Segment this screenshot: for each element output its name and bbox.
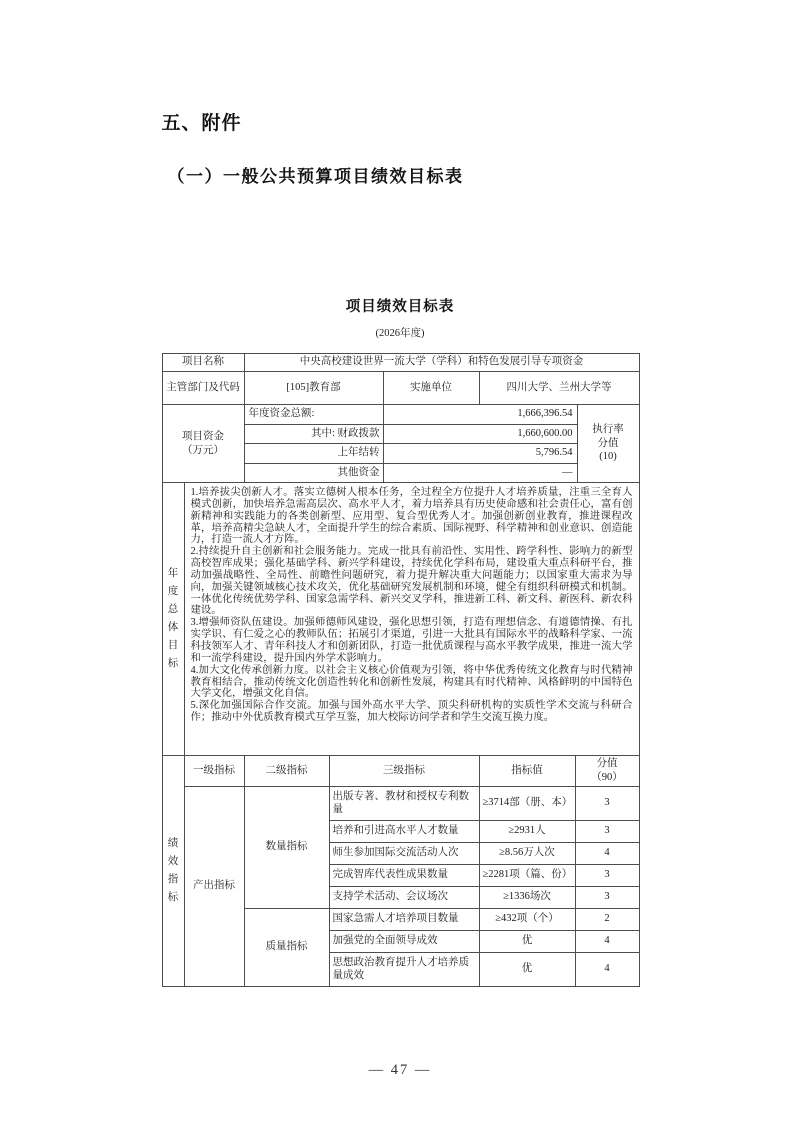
indicator-value: ≥432项（个）	[479, 909, 575, 931]
dept-value: [105]教育部	[244, 372, 383, 405]
table-title-block	[162, 295, 639, 340]
indicator-score: 4	[575, 931, 639, 953]
project-name-label: 项目名称	[162, 354, 244, 372]
level2-quantity-indicator: 数量指标	[244, 787, 329, 909]
funding-label-line1: 项目资金	[182, 430, 224, 442]
project-name-value: 中央高校建设世界一流大学（学科）和特色发展引导专项资金	[244, 354, 639, 372]
basic-info-table	[162, 353, 640, 405]
header-score-line2: （90）	[591, 772, 623, 783]
indicator-name: 加强党的全面领导成效	[329, 931, 479, 953]
goal-paragraph-1: 1.培养拔尖创新人才。落实立德树人根本任务，全过程全方位提升人才培养质量，注重三全育人模式创新，加快培养急需高层次、高水平人才，着力培养具有历史使命感和社会责任心，富有创新精神和实践能力的各类创新型、应用型、复合型优秀人才。加强创新创业教育，推进课程改革，培养高精尖急缺人才，全面提升学生的综合素质、国际视野、科学精神和创业意识、创造能力，打造一流人才方阵。	[190, 487, 633, 546]
section-heading: 五、附件	[161, 113, 242, 134]
indicator-score: 3	[575, 821, 639, 843]
annual-goal-label-text: 年度总体目标	[167, 568, 179, 669]
indicator-name: 出版专著、教材和授权专利数量	[329, 787, 479, 821]
indicator-name: 思想政治教育提升人才培养质量成效	[329, 953, 479, 987]
goal-paragraph-3: 3.增强师资队伍建设。加强师德师风建设，强化思想引领，打造有理想信念、有道德情操、有扎实学识、有仁爱之心的教师队伍；拓展引才渠道，引进一大批具有国际水平的战略科学家、一流科技领军人才、青年科技人才和创新团队，打造一批优质课程与高水平教学成果，推进一流大学和一流学科建设，提升国内外学术影响力。	[190, 617, 633, 664]
indicator-value: ≥1336场次	[479, 887, 575, 909]
indicator-value: ≥2281项（篇、份）	[479, 865, 575, 887]
indicator-value: 优	[479, 953, 575, 987]
table-year: (2026年度)	[375, 328, 425, 339]
funding-row-value: 1,666,396.54	[383, 405, 577, 425]
indicator-name: 完成智库代表性成果数量	[329, 865, 479, 887]
indicator-score: 3	[575, 887, 639, 909]
execution-rate-line1: 执行率	[592, 424, 624, 436]
funding-row-label: 其他资金	[244, 464, 383, 483]
header-value: 指标值	[479, 756, 575, 787]
indicator-score: 4	[575, 843, 639, 865]
funding-label	[162, 405, 244, 483]
impl-unit-value: 四川大学、兰州大学等	[479, 372, 639, 405]
indicator-score: 2	[575, 909, 639, 931]
indicator-name: 支持学术活动、会议场次	[329, 887, 479, 909]
dept-label: 主管部门及代码	[162, 372, 244, 405]
annual-goal-text	[184, 483, 639, 756]
funding-label-line2: （万元）	[182, 444, 224, 456]
header-level2: 二级指标	[244, 756, 329, 787]
annual-goal-table	[162, 482, 640, 756]
funding-row-label: 上年结转	[244, 444, 383, 464]
execution-rate-line2: 分值	[597, 437, 619, 449]
indicators-label-text: 绩效指标	[167, 838, 179, 903]
funding-row-value: 1,660,600.00	[383, 425, 577, 444]
performance-table	[162, 353, 639, 987]
subsection-heading: （一）一般公共预算项目绩效目标表	[167, 167, 464, 186]
funding-table	[162, 404, 640, 483]
execution-rate-score-label	[577, 405, 639, 483]
page-number: — 47 —	[368, 1062, 432, 1078]
indicators-table	[162, 755, 640, 987]
indicator-value: ≥3714部（册、本）	[479, 787, 575, 821]
goal-paragraph-2: 2.持续提升自主创新和社会服务能力。完成一批具有前沿性、实用性、跨学科性、影响力的新型高校智库成果；强化基础学科、新兴学科建设，持续优化学科布局，建设重大重点科研平台，推动加强战略性、全局性、前瞻性问题研究，着力提升解决重大问题能力；以国家重大需求为导向，加强关键领域核心技术攻关，优化基础研究发展机制和环境，健全有组织科研模式和机制。一体优化传统优势学科、国家急需学科、新兴交叉学科，推进新工科、新文科、新医科、新农科建设。	[190, 546, 633, 617]
indicator-value: 优	[479, 931, 575, 953]
indicator-value: ≥2931人	[479, 821, 575, 843]
impl-unit-label: 实施单位	[383, 372, 479, 405]
indicator-value: ≥8.56万人次	[479, 843, 575, 865]
funding-row-value: —	[383, 464, 577, 483]
funding-row-label: 其中: 财政拨款	[244, 425, 383, 444]
funding-row-label: 年度资金总额:	[244, 405, 383, 425]
indicator-score: 4	[575, 953, 639, 987]
header-level3: 三级指标	[329, 756, 479, 787]
level1-output-indicator: 产出指标	[184, 787, 244, 987]
goal-paragraph-4: 4.加大文化传承创新力度。以社会主义核心价值观为引领，将中华优秀传统文化教育与时代精神教育相结合，推动传统文化创造性转化和创新性发展，构建具有时代精神、风格鲜明的中国特色大学文化，增强文化自信。	[190, 664, 633, 700]
funding-row-value: 5,796.54	[383, 444, 577, 464]
header-level1: 一级指标	[184, 756, 244, 787]
indicator-row	[162, 787, 639, 821]
annual-goal-label	[162, 483, 184, 756]
table-title: 项目绩效目标表	[345, 299, 455, 315]
execution-rate-line3: (10)	[599, 451, 617, 463]
indicator-name: 国家急需人才培养项目数量	[329, 909, 479, 931]
indicator-name: 师生参加国际交流活动人次	[329, 843, 479, 865]
goal-paragraph-5: 5.深化加强国际合作交流。加强与国外高水平大学、顶尖科研机构的实质性学术交流与科研合作；推动中外优质教育模式互学互鉴，加大校际访问学者和学生交流互换力度。	[190, 700, 633, 724]
header-score-line1: 分值	[596, 758, 618, 770]
indicator-score: 3	[575, 787, 639, 821]
document-page	[162, 0, 639, 987]
indicator-score: 3	[575, 865, 639, 887]
indicator-name: 培养和引进高水平人才数量	[329, 821, 479, 843]
indicators-label	[162, 756, 184, 987]
level2-quality-indicator: 质量指标	[244, 909, 329, 987]
header-score	[575, 756, 639, 787]
